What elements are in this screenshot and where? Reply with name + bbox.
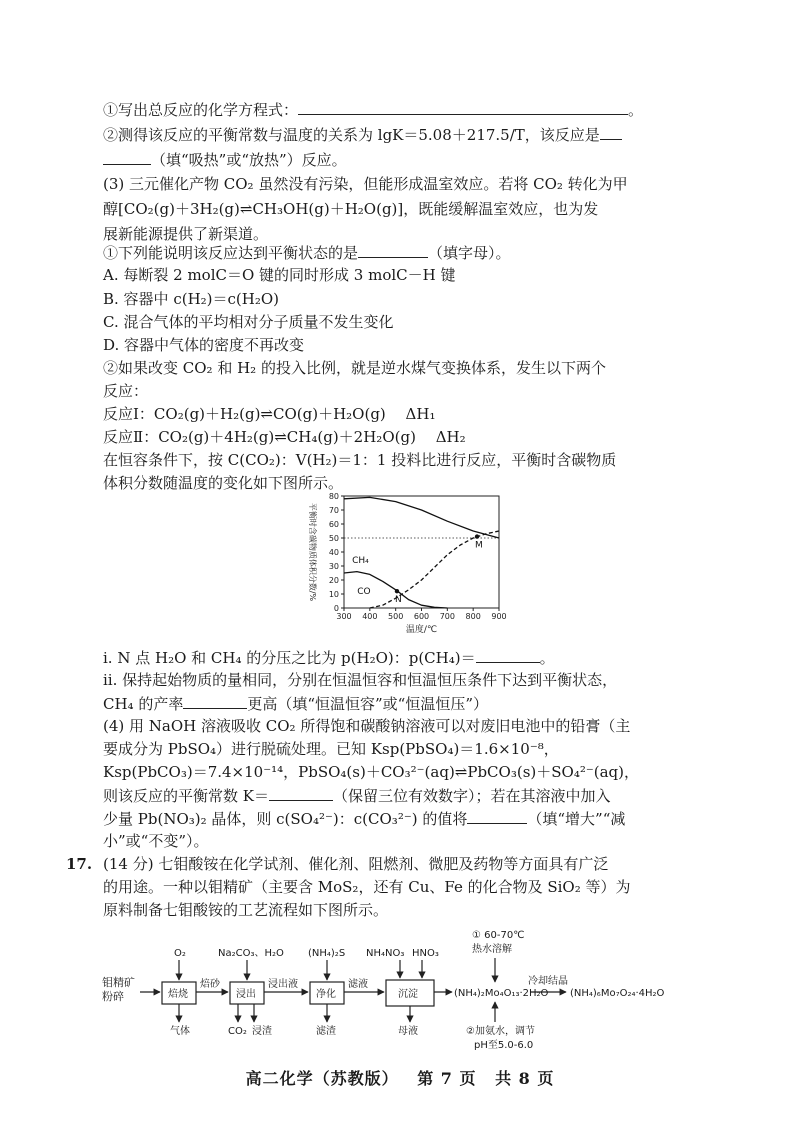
- step-1: 热水溶解: [472, 944, 512, 955]
- question-line: ①写出总反应的化学方程式： 。: [103, 98, 743, 121]
- arrow-label: 浸出液: [268, 979, 298, 990]
- reaction-2: 反应Ⅱ：CO₂(g)＋4H₂(g)⇌CH₄(g)＋2H₂O(g) ΔH₂: [103, 428, 466, 446]
- x-tick-label: 700: [439, 612, 455, 621]
- x-tick-label: 800: [465, 612, 481, 621]
- flow-start: 粉碎: [102, 990, 124, 1003]
- point-label: N: [394, 595, 402, 606]
- question-line: ②测得该反应的平衡常数与温度的关系为 lgK＝5.08＋217.5/T，该反应是: [103, 123, 743, 146]
- question-line: 原料制备七钼酸铵的工艺流程如下图所示。: [103, 901, 389, 919]
- question-line: 反应：: [103, 382, 149, 400]
- question-line: 的用途。一种以钼精矿（主要含 MoS₂，还有 Cu、Fe 的化合物及 SiO₂ 等）为: [103, 878, 631, 896]
- question-line: 要成分为 PbSO₄）进行脱硫处理。已知 Ksp(PbSO₄)＝1.6×10⁻⁸，: [103, 740, 559, 758]
- point-label: M: [475, 540, 483, 551]
- box-label: 沉淀: [398, 989, 418, 1000]
- answer-blank[interactable]: [298, 98, 628, 115]
- series-label: CH₄: [352, 556, 369, 567]
- process-flow-diagram: [100, 928, 740, 1054]
- answer-blank[interactable]: [467, 807, 527, 824]
- output-label: 滤渣: [316, 1026, 336, 1037]
- question-line: 小”或“不变”）。: [103, 832, 209, 850]
- step-2: pH至5.0-6.0: [474, 1040, 534, 1051]
- x-axis-label: 温度/℃: [405, 625, 438, 635]
- answer-blank[interactable]: [103, 148, 151, 165]
- arrow-label: 滤液: [348, 979, 368, 990]
- input-label: NH₄NO₃: [366, 948, 405, 959]
- y-tick-label: 50: [328, 534, 339, 543]
- page-footer: 高二化学（苏教版） 第 7 页 共 8 页: [245, 1069, 555, 1088]
- y-tick-label: 80: [328, 492, 339, 501]
- input-label: O₂: [174, 948, 186, 959]
- x-tick-label: 900: [491, 612, 507, 621]
- y-tick-label: 10: [328, 590, 339, 599]
- step-2: ②加氨水，调节: [466, 1026, 535, 1037]
- series-label: CO: [357, 587, 371, 597]
- input-label: HNO₃: [412, 948, 439, 959]
- x-tick-label: 500: [388, 612, 404, 621]
- answer-blank[interactable]: [358, 241, 428, 258]
- point-n: [395, 589, 399, 593]
- cool-label: 冷却结晶: [528, 976, 568, 987]
- question-line: ②如果改变 CO₂ 和 H₂ 的投入比例，就是逆水煤气变换体系，发生以下两个: [103, 359, 606, 377]
- question-line: 在恒容条件下，按 C(CO₂)：V(H₂)＝1：1 投料比进行反应，平衡时含碳物质: [103, 451, 617, 469]
- question-line: （填“吸热”或“放热”）反应。: [103, 148, 743, 171]
- text: ①写出总反应的化学方程式：: [103, 101, 299, 119]
- option-c: C. 混合气体的平均相对分子质量不发生变化: [103, 313, 394, 331]
- question-line: 醇[CO₂(g)＋3H₂(g)⇌CH₃OH(g)＋H₂O(g)]，既能缓解温室效应，也为发: [103, 200, 599, 218]
- flow-start: 钼精矿: [102, 976, 135, 989]
- question-line: 则该反应的平衡常数 K＝ （保留三位有效数字）；若在其溶液中加入: [103, 784, 743, 807]
- point-m: [475, 534, 479, 538]
- question-number: 17.: [66, 855, 93, 873]
- reaction-1: 反应Ⅰ：CO₂(g)＋H₂(g)⇌CO(g)＋H₂O(g) ΔH₁: [103, 405, 436, 423]
- output-label: CO₂: [228, 1026, 247, 1037]
- x-tick-label: 300: [336, 612, 352, 621]
- output-label: 浸渣: [252, 1026, 272, 1037]
- output-label: 气体: [170, 1026, 190, 1037]
- question-line: 展新能源提供了新渠道。: [103, 225, 269, 243]
- question-line: (3) 三元催化产物 CO₂ 虽然没有污染，但能形成温室效应。若将 CO₂ 转化为甲: [103, 175, 628, 193]
- input-label: Na₂CO₃、H₂O: [218, 948, 284, 959]
- question-line: (14 分) 七钼酸铵在化学试剂、催化剂、阻燃剂、微肥及药物等方面具有广泛: [103, 855, 609, 873]
- answer-blank[interactable]: [269, 784, 333, 801]
- answer-blank[interactable]: [600, 123, 622, 140]
- question-line: 体积分数随温度的变化如下图所示。: [103, 474, 344, 492]
- question-line: Ksp(PbCO₃)＝7.4×10⁻¹⁴，PbSO₄(s)＋CO₃²⁻(aq)⇌PbCO₃(s)＋SO₄²⁻(aq)，: [103, 763, 640, 781]
- product-2: (NH₄)₆Mo₇O₂₄·4H₂O: [570, 988, 665, 999]
- equilibrium-chart: [294, 490, 514, 640]
- box-label: 浸出: [236, 989, 256, 1000]
- y-tick-label: 70: [328, 506, 339, 515]
- output-label: 母液: [398, 1026, 418, 1037]
- y-tick-label: 60: [328, 520, 339, 529]
- answer-blank[interactable]: [183, 692, 247, 709]
- question-line: ①下列能说明该反应达到平衡状态的是 （填字母）。: [103, 241, 743, 264]
- y-tick-label: 30: [328, 562, 339, 571]
- question-line: CH₄ 的产率 更高（填“恒温恒容”或“恒温恒压”）: [103, 692, 743, 715]
- y-axis-label: 平衡时含碳物质体积分数/%: [308, 502, 317, 602]
- box-label: 焙烧: [168, 989, 188, 1000]
- option-d: D. 容器中气体的密度不再改变: [103, 336, 305, 354]
- question-line: ⅰ. N 点 H₂O 和 CH₄ 的分压之比为 p(H₂O)：p(CH₄)＝ 。: [103, 646, 743, 669]
- x-tick-label: 600: [413, 612, 430, 621]
- y-tick-label: 0: [333, 604, 339, 613]
- product-1: (NH₄)₂Mo₄O₁₃·2H₂O: [454, 988, 549, 999]
- step-1: ① 60-70℃: [472, 930, 525, 941]
- series-line-co2: [344, 497, 499, 538]
- box-label: 净化: [316, 989, 336, 1000]
- option-b: B. 容器中 c(H₂)＝c(H₂O): [103, 290, 280, 308]
- question-line: 少量 Pb(NO₃)₂ 晶体，则 c(SO₄²⁻)：c(CO₃²⁻) 的值将 （填“增大”“减: [103, 807, 743, 830]
- x-tick-label: 400: [362, 612, 378, 621]
- arrow-label: 焙砂: [200, 979, 220, 990]
- question-line: ⅱ. 保持起始物质的量相同，分别在恒温恒容和恒温恒压条件下达到平衡状态，: [103, 671, 618, 689]
- answer-blank[interactable]: [476, 646, 540, 663]
- y-tick-label: 40: [328, 548, 339, 557]
- option-a: A. 每断裂 2 molC＝O 键的同时形成 3 molC－H 键: [103, 266, 456, 284]
- question-line: (4) 用 NaOH 溶液吸收 CO₂ 所得饱和碳酸钠溶液可以对废旧电池中的铅膏（主: [103, 717, 631, 735]
- y-tick-label: 20: [328, 576, 339, 585]
- input-label: (NH₄)₂S: [308, 948, 346, 959]
